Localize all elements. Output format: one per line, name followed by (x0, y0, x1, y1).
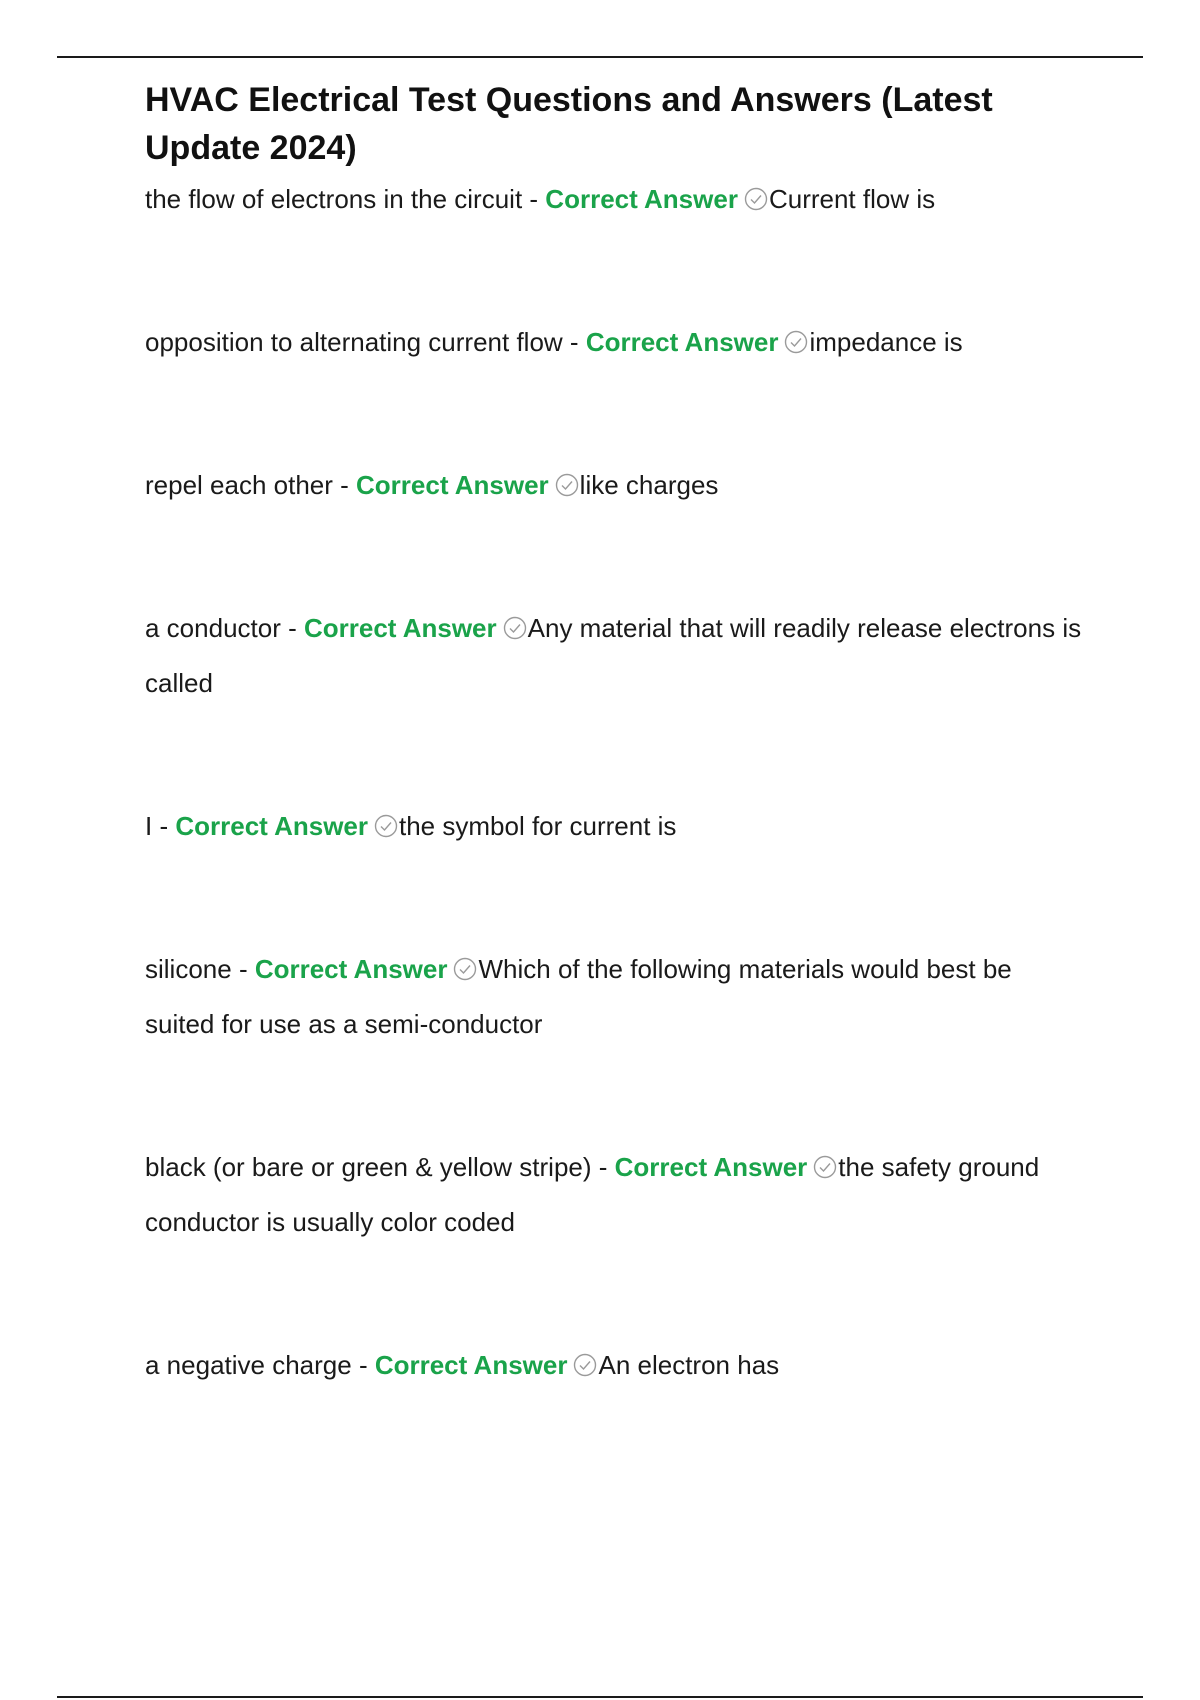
separator: - (231, 954, 255, 984)
document-body (145, 76, 1085, 1393)
separator: - (351, 1350, 375, 1380)
correct-answer-label: Correct Answer (585, 327, 779, 357)
separator: - (522, 184, 546, 214)
question-text: the symbol for current is (399, 811, 677, 841)
question-text: An electron has (598, 1350, 780, 1380)
separator: - (152, 811, 176, 841)
answer-term: silicone (145, 954, 232, 984)
correct-answer-label: Correct Answer (175, 811, 368, 841)
check-circle-icon (784, 330, 808, 354)
header-rule (57, 56, 1143, 58)
check-circle-icon (813, 1155, 837, 1179)
answer-term: a negative charge (145, 1350, 352, 1380)
question-text: Any material that will readily release electrons is called (145, 613, 1082, 698)
qa-item (145, 1140, 1085, 1250)
answer-term: I (145, 811, 153, 841)
separator: - (332, 470, 357, 500)
correct-answer-label: Correct Answer (545, 184, 738, 214)
question-text: Current flow is (768, 184, 936, 214)
check-circle-icon (374, 814, 398, 838)
correct-answer-label: Correct Answer (374, 1350, 568, 1380)
separator: - (591, 1152, 615, 1182)
qa-item (145, 315, 1085, 370)
separator: - (562, 327, 586, 357)
answer-term: repel each other (145, 470, 333, 500)
answer-term: a conductor (145, 613, 281, 643)
question-text: the safety ground conductor is usually color coded (145, 1152, 1040, 1237)
answer-term: black (or bare or green & yellow stripe) (145, 1152, 592, 1182)
correct-answer-label: Correct Answer (356, 470, 549, 500)
separator: - (280, 613, 304, 643)
answer-term: opposition to alternating current flow (145, 327, 563, 357)
document-title: HVAC Electrical Test Questions and Answers (Latest Update 2024) (145, 81, 993, 167)
check-circle-icon (573, 1353, 597, 1377)
footer-rule (57, 1696, 1143, 1698)
answer-term: the flow of electrons in the circuit (145, 184, 523, 214)
question-text: impedance is (809, 327, 963, 357)
qa-item (145, 1338, 1085, 1393)
check-circle-icon (555, 473, 579, 497)
qa-item (145, 601, 1085, 711)
question-text: Which of the following materials would best be suited for use as a semi-conductor (145, 954, 1012, 1039)
correct-answer-label: Correct Answer (254, 954, 448, 984)
check-circle-icon (744, 187, 768, 211)
qa-item (145, 942, 1085, 1052)
qa-item (145, 458, 1085, 513)
question-text: like charges (579, 470, 719, 500)
check-circle-icon (503, 616, 527, 640)
correct-answer-label: Correct Answer (303, 613, 497, 643)
correct-answer-label: Correct Answer (614, 1152, 808, 1182)
qa-item (145, 799, 1085, 854)
qa-item (145, 172, 1085, 227)
check-circle-icon (453, 957, 477, 981)
